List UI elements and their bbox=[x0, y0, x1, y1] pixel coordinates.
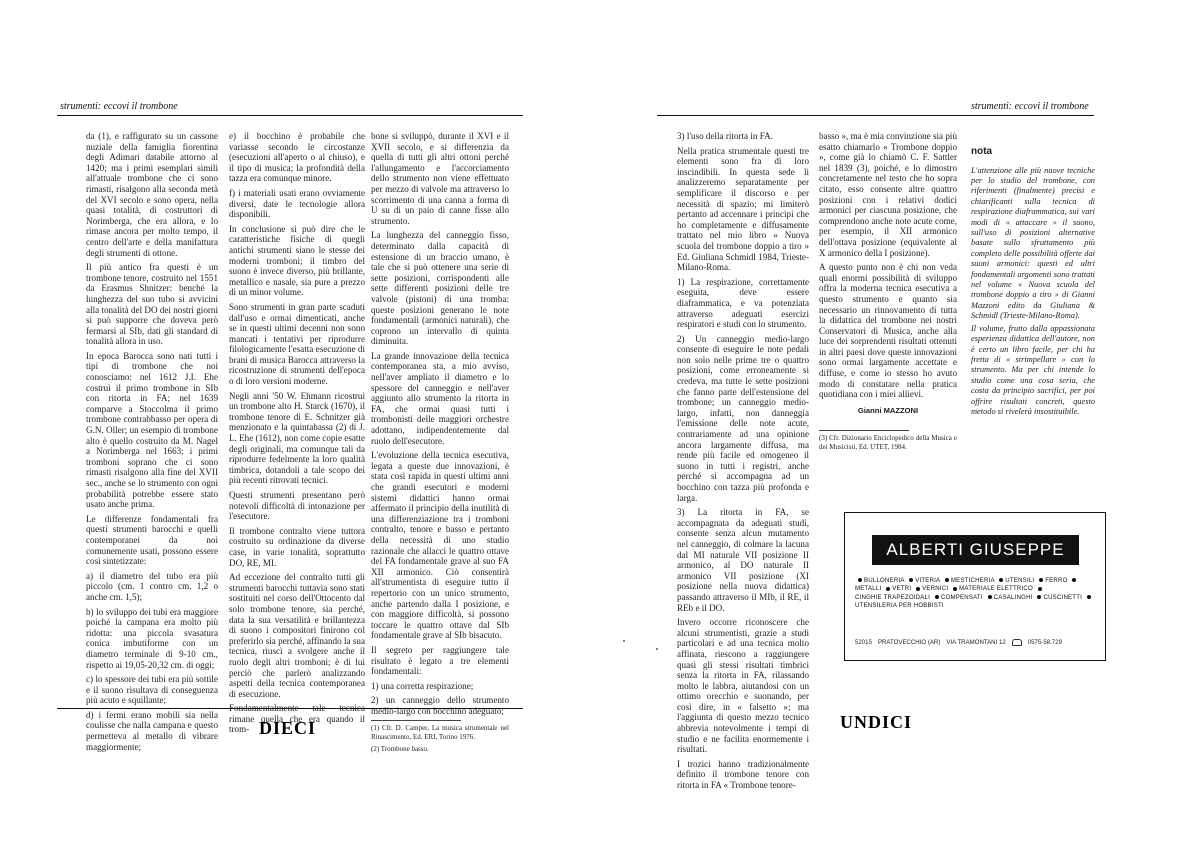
ad-product-item: FERRO bbox=[1045, 577, 1068, 584]
footnote: (2) Trombone basso. bbox=[371, 745, 429, 754]
bullet-icon bbox=[886, 587, 890, 591]
bullet-icon bbox=[988, 595, 992, 599]
paragraph: b) lo sviluppo dei tubi era maggiore poiché la campana era molto più ridotta: una piccola svasatura conica imbutiforme con un diametro terminale di 9-10 cm., rispetto ai 19,05-20,32 cm. di oggi; bbox=[86, 606, 218, 670]
ad-product-item: VITERIA bbox=[915, 577, 940, 584]
advertisement bbox=[844, 512, 1106, 661]
column-body bbox=[371, 131, 509, 716]
ad-product-item: CASALINGHI bbox=[993, 593, 1033, 601]
paragraph: 2) Un canneggio medio-largo consente di eseguire le note pedali non solo nelle prime tre o quattro posizioni, come erroneamente si credeva, ma tutte le sette posizioni che fanno parte dell'estensione del trombone; un canneggio medio-largo, infatti, non danneggia l'emissione delle note acute, contrariamente ad una opinione ancora largamente diffusa, ma rende più facile ed omogeneo il suono in tutti i registri, anche perché si accompagna ad un bocchino con tazza più profonda e larga. bbox=[677, 333, 809, 503]
paragraph: A questo punto non è chi non veda quali enormi possibilità di sviluppo offra la moderna tecnica esecutiva a questo strumento e quanto sia necessario un rinnovamento di tutta la didattica del trombone nei nostri Conservatori di Musica, anche alla luce dei sorprendenti risultati ottenuti in altri paesi dove queste innovazioni sono ormai largamente accettate e diffuse, e come io stesso ho avuto modo di constatare nella pratica quotidiana con i miei allievi. bbox=[819, 262, 957, 400]
bullet-icon bbox=[953, 587, 957, 591]
paragraph: I trozici hanno tradizionalmente definito il trombone tenore con ritorta in FA « Trombone tenore- bbox=[677, 758, 809, 791]
phone-icon bbox=[1012, 639, 1022, 646]
ad-product-item: MATERIALE ELETTRICO bbox=[959, 585, 1033, 593]
paragraph: La lunghezza del canneggio fisso, determinato dalla capacità di estensione di un braccio umano, è tale che si può ottenere una serie di sette posizioni, corrispondenti alle sette differenti posizioni delle tre valvole (pistoni) di una tromba: queste posizioni generano le note fondamentali (armonici naturali), che coprono un intervallo di quinta diminuita. bbox=[371, 230, 509, 347]
nota-body bbox=[971, 166, 1095, 418]
paragraph: Sono strumenti in gran parte scaduti dall'uso e ormai dimenticati, anche se in questi ultimi decenni non sono mancati i tentativi per riprodurre filologicamente l'esatta esecuzione di brani di musica Barocca attraverso la ricostruzione di strumenti dell'epoca o di loro versioni moderne. bbox=[229, 301, 365, 387]
paragraph: Il segreto per raggiungere tale risultato è legato a tre elementi fondamentali: bbox=[371, 644, 509, 677]
author-signature: Gianni MAZZONI bbox=[857, 405, 919, 415]
text-column-2 bbox=[819, 131, 957, 455]
bullet-icon bbox=[916, 587, 920, 591]
bullet-icon bbox=[1037, 595, 1041, 599]
paragraph: f) i materiali usati erano ovviamente diversi, date le tecnologie allora disponibili. bbox=[229, 187, 365, 220]
scan-speck bbox=[623, 640, 625, 642]
paragraph: In conclusione si può dire che le caratteristiche fisiche di quegli antichi strumenti siano le stesse dei moderni tromboni; il timbro del suono è invece diverso, più brillante, metallico e nasale, sia pure a prezzo di un minor volume. bbox=[229, 223, 365, 298]
paragraph: L'evoluzione della tecnica esecutiva, legata a queste due innovazioni, è stata così rapida in questi ultimi anni che grandi esecutori e moderni sistemi didattici hanno ormai affermato il principio della inutilità di una differenziazione tra i tromboni contralto, tenore e basso e pertanto della necessità di uno studio razionale che allacci le quattro ottave del FA fondamentale grave al suo FA XII armonico. Ciò consentirà all'strumentista di eseguire tutto il repertorio con un unico strumento, anche partendo dalla I posizione, e con maggiore difficoltà, si possono toccare le quattro ottave dal SIb fondamentale grave al SIb bisacuto. bbox=[371, 450, 509, 641]
paragraph: 1) una corretta respirazione; bbox=[371, 680, 474, 691]
bullet-icon bbox=[858, 578, 862, 582]
paragraph: Negli anni '50 W. Ehmann ricostruì un trombone alto H. Starck (1670), il trombone tenore di E. Schnitzer già menzionato e la quintabassa (2) di J. L. Ehe (1612), non come copie esatte degli originali, ma comunque tali da riprodurre fedelmente la loro qualità timbrica, dotandoli a tale scopo dei più recenti ritrovati tecnici. bbox=[229, 390, 365, 486]
paragraph: La grande innovazione della tecnica contemporanea sta, a mio avviso, nell'aver ampliato il diametro e lo spessore del canneggio e nell'aver aggiunto allo strumento la ritorta in FA, che ormai quasi tutti i trombonisti delle maggiori orchestre adottano, indipendentemente dal ruolo dell'esecutore. bbox=[371, 350, 509, 446]
paragraph: 3) l'uso della ritorta in FA. bbox=[677, 131, 773, 141]
footnote: (3) Cfr. Dizionario Enciclopedico della Musica e dei Musicisti, Ed. UTET, 1984. bbox=[819, 434, 957, 451]
text-column-3 bbox=[371, 131, 509, 758]
text-column-1 bbox=[677, 131, 809, 795]
paragraph: L'attenzione alle più nuove tecniche per lo studio del trombone, con riferimenti (finalmente) precisi e chiarificanti sulla tecnica di respirazione diaframmatica, sui vari modi di « attaccare » il suono, sull'uso di posizioni alternative basate sullo sfruttamento più completo delle possibilità offerte dai suoni armonici: questi ed altri fondamentali argomenti sono trattati nel volume « Nuova scuola del trombone doppio a tiro » di Gianni Mazzoni edito da Giuliana & Schmidl (Trieste-Milano-Roma). bbox=[971, 165, 1095, 321]
footer-rule bbox=[57, 708, 523, 709]
ad-product-item: METALLI bbox=[855, 585, 882, 593]
paragraph: 2) un canneggio dello strumento medio-largo con bocchino adeguato; bbox=[371, 695, 509, 716]
left-page bbox=[0, 0, 595, 842]
ad-city: PRATOVECCHIO (AR) bbox=[877, 639, 941, 647]
bullet-icon bbox=[1072, 578, 1076, 582]
ad-phone: 0575-58.729 bbox=[1027, 639, 1062, 647]
ad-product-item: VERNICI bbox=[922, 585, 949, 593]
nota-sidebar bbox=[971, 147, 1095, 419]
ad-postcode: 52015 bbox=[855, 639, 872, 647]
footnote: (1) Cfr. D. Camper, La musica strumentale nel Rinascimento, Ed. ERI, Torino 1976. bbox=[371, 724, 509, 741]
paragraph: Invero occorre riconoscere che alcuni strumentisti, grazie a studi particolari e ad una tecnica molto affinata, riescono a raggiungere quasi gli stessi risultati timbrici senza la ritorta in FA, rilassando molto le labbra, aiutandosi con un ottimo orecchio e suonando, per così dire, in « falsetto »; ma l'aggiunta di questo mezzo tecnico abbrevia notevolmente i tempi di studio e ne facilita enormemente i risultati. bbox=[677, 617, 809, 755]
bullet-icon bbox=[1039, 578, 1043, 582]
paragraph: In epoca Barocca sono nati tutti i tipi di trombone che noi conosciamo: nel 1612 J.I. Ehe costruì il primo trombone in SIb con ritorta in FA; nel 1639 comparve a Stoccolma il primo trombone contrabbasso per opera di G.N. Oller; un esempio di trombone alto è quello costruito da M. Nagel a Norimberga nel 1663; i primi tromboni soprano che ci sono rimasti risalgono alla fine del XVII sec., anche se lo strumento con ogni probabilità potrebbe essere stato usato anche prima. bbox=[86, 350, 218, 510]
ad-product-item: UTENSILERIA PER HOBBISTI bbox=[855, 602, 944, 610]
text-column-1 bbox=[86, 131, 218, 756]
ad-product-item: UTENSILI bbox=[1005, 577, 1035, 584]
bullet-icon bbox=[1038, 587, 1042, 591]
paragraph: Il più antico fra questi è un trombone tenore, costruito nel 1551 da Erasmus Shnitzer: benché la lunghezza del suo tubo si avvicini alla tonalità del DO dei nostri giorni si può supporre che doveva però fermarsi al SIb, dati gli standard di tonalità allora in uso. bbox=[86, 262, 218, 347]
bullet-icon bbox=[1087, 595, 1091, 599]
ad-product-item: MESTICHERIA bbox=[950, 577, 995, 584]
ad-product-item: CUSCINETTI bbox=[1043, 593, 1083, 601]
page-folio: UNDICI bbox=[840, 712, 913, 732]
paragraph: basso », ma è mia convinzione sia più esatto chiamarlo « Trombone doppio », come già lo chiamò C. F. Sattler nel 1839 (3), poiché, e lo dimostro concretamente nel testo che ho sopra citato, esso consente altre quattro posizioni con i relativi dodici armonici per ciascuna posizione, che comprendono anche note acute come, per esempio, il XII armonico dell'ottava posizione (equivalente al X armonico della I posizione). bbox=[819, 131, 957, 258]
ad-company-name: ALBERTI GIUSEPPE bbox=[872, 535, 1079, 565]
header-rule bbox=[657, 115, 1094, 116]
ad-address bbox=[855, 639, 1100, 646]
paragraph: Fondamentalmente tale tecnica rimane quella che era quando il trom- bbox=[229, 703, 365, 735]
paragraph: da (1), e raffigurato su un cassone nuziale della famiglia fiorentina degli Adimari databile attorno al 1420; ma i primi esemplari simili all'attuale trombone che ci sono rimasti, risalgono alla seconda metà del XVI secolo e sono opera, nella quasi totalità, di costruttori di Norimberga, che era allora, e lo rimase ancora per molto tempo, il centro dell'arte e della manifattura degli strumenti di ottone. bbox=[86, 131, 218, 258]
paragraph: c) lo spessore dei tubi era più sottile e il suono risultava di conseguenza più acuto e squillante; bbox=[86, 674, 218, 706]
ad-street: VIA TRAMONTANI 12 bbox=[946, 639, 1006, 647]
ad-product-item: CINGHIE TRAPEZOIDALI bbox=[855, 593, 930, 601]
paragraph: 1) La respirazione, correttamente eseguita, deve essere diaframmatica, e va potenziata attraverso adeguati esercizi respiratori e studi con lo strumento. bbox=[677, 276, 809, 330]
header-rule bbox=[57, 115, 523, 116]
footnote-rule bbox=[371, 720, 461, 721]
ad-product-item: VETRI bbox=[892, 585, 912, 593]
ad-product-list bbox=[855, 577, 1100, 611]
text-column-2 bbox=[229, 131, 365, 739]
paragraph: a) il diametro del tubo era più piccolo (cm. 1 contro cm. 1,2 o anche cm. 1,5); bbox=[86, 570, 218, 602]
paragraph: Questi strumenti presentano però notevoli difficoltà di intonazione per l'esecutore. bbox=[229, 490, 365, 522]
bullet-icon bbox=[945, 578, 949, 582]
page-folio: DIECI bbox=[259, 718, 317, 738]
bullet-icon bbox=[935, 595, 939, 599]
nota-title: nota bbox=[971, 146, 993, 157]
bullet-icon bbox=[999, 578, 1003, 582]
running-head: strumenti: eccovi il trombone bbox=[60, 101, 178, 112]
paragraph: Ad eccezione del contralto tutti gli strumenti barocchi tuttavia sono stati sostituiti nel corso dell'Ottocento dal solo trombone tenore, sia perché, data la sua versatilità e brillantezza di suono i compositori finirono col preferirlo sia perché, affinando la sua tecnica, riuscì a svolgere anche il ruolo degli altri tromboni; è di lui perciò che parlerò analizzando aspetti della tecnica contemporanea di esecuzione. bbox=[229, 572, 365, 699]
paragraph: Il volume, frutto dalla appassionata esperienza didattica dell'autore, non è certo un libro facile, per chi ha fretta di « strimpellare » con lo strumento. Ma per chi intende lo studio come una cosa seria, che costa da principio sacrifici, per poi offrire risultati concreti, questo metodo si rivelerà insostituibile. bbox=[971, 323, 1095, 416]
bullet-icon bbox=[909, 578, 913, 582]
paragraph: Le differenze fondamentali fra questi strumenti barocchi e quelli contemporanei da noi comunemente usati, possono essere così sintetizzate: bbox=[86, 513, 218, 567]
paragraph: e) il bocchino è probabile che variasse secondo le circostanze (esecuzioni all'aperto o al chiuso), e il tipo di musica; la profondità della tazza era comunque minore. bbox=[229, 131, 365, 184]
paragraph: 3) La ritorta in FA, se accompagnata da adeguati studi, consente senza alcun mutamento nel canneggio, di colmare la lacuna dal MI naturale VII posizione II armonico, al DO naturale II armonico VII posizione (XI posizione nella nuova didattica) passando attraverso il MIb, il RE, il REb e il DO. bbox=[677, 507, 809, 613]
paragraph: d) i fermi erano mobili sia nella coulisse che nalla campana e questo permetteva al metallo di vibrare maggiormente; bbox=[86, 709, 218, 752]
ad-product-item: BULLONERIA bbox=[864, 577, 905, 584]
paragraph: Nella pratica strumentale questi tre elementi sono fra di loro inscindibili. In questa sede li analizzeremo separatamente per semplificare il discorso e per necessità di spazio; mi limiterò pertanto ad accennare i principi che ho completamente e diffusamente trattato nel mio libro « Nuova scuola del trombone doppio a tiro » Ed. Giuliana Schmidl 1984, Trieste-Milano-Roma. bbox=[677, 145, 809, 273]
right-page bbox=[595, 0, 1191, 842]
scan-speck bbox=[656, 648, 658, 650]
running-head: strumenti: eccovi il trombone bbox=[971, 101, 1089, 112]
paragraph: Il trombone contralto viene tuttora costruito su ordinazione da diverse case, in varie tonalità, soprattutto DO, RE, MI. bbox=[229, 525, 365, 568]
footnote-rule bbox=[819, 430, 909, 431]
paragraph: bone si sviluppò, durante il XVI e il XVII secolo, e si differenzia da quella di tutti gli altri ottoni perché l'allungamento e l'accorciamento dello strumento non viene effettuato per mezzo di valvole ma attraverso lo scorrimento di una canna a forma di U su di un paio di canne fisse allo strumento. bbox=[371, 131, 509, 226]
column-body bbox=[819, 131, 957, 400]
ad-product-item: COMPENSATI bbox=[940, 593, 983, 601]
